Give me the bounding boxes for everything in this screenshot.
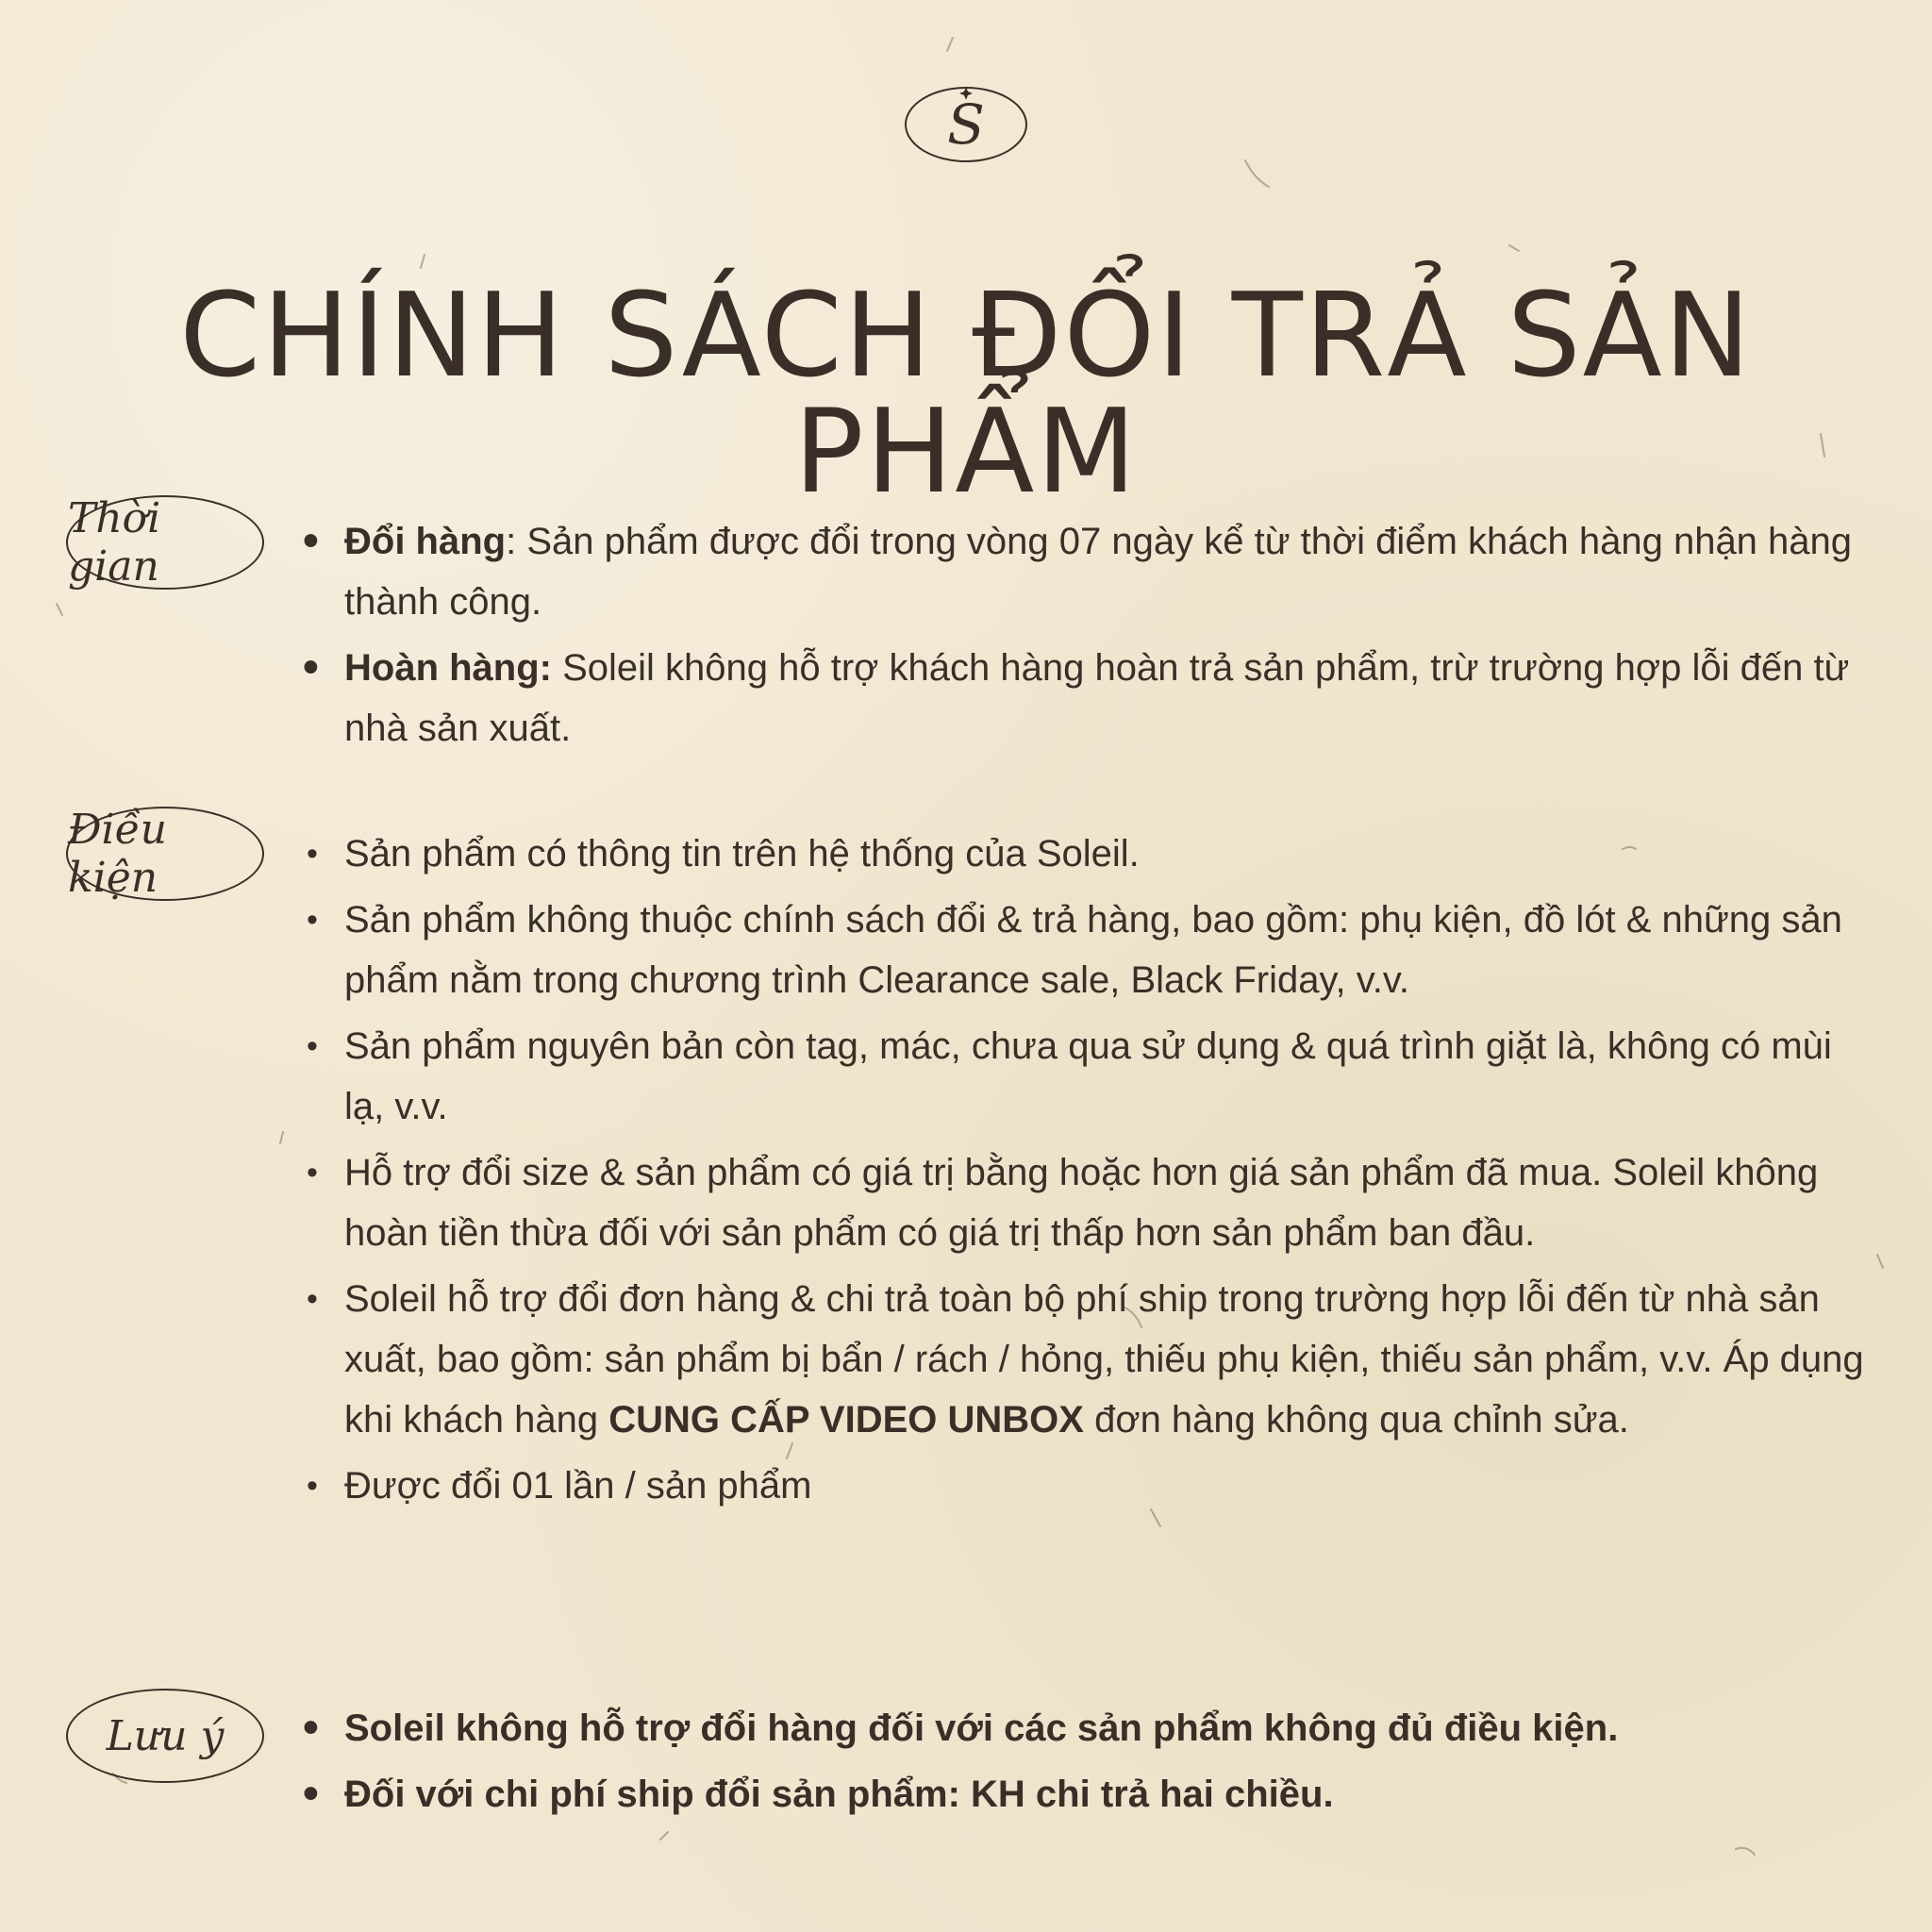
note-list <box>344 1698 1873 1830</box>
section-tag-note: Lưu ý <box>66 1689 264 1783</box>
list-item-text: : Sản phẩm được đổi trong vòng 07 ngày kể từ thời điểm khách hàng nhận hàng thành công. <box>344 521 1853 623</box>
list-item: • Được đổi 01 lần / sản phẩm <box>344 1456 1873 1516</box>
list-item-bold: CUNG CẤP VIDEO UNBOX <box>608 1399 1084 1441</box>
list-item-bold: Hoàn hàng: <box>344 647 552 689</box>
list-item: • Sản phẩm có thông tin trên hệ thống của Soleil. <box>344 824 1873 884</box>
time-list <box>344 511 1873 764</box>
list-item-text: Soleil không hỗ trợ khách hàng hoàn trả sản phẩm, trừ trường hợp lỗi đến từ nhà sản xuất. <box>344 647 1850 749</box>
list-item-text: Soleil hỗ trợ đổi đơn hàng & chi trả toàn bộ phí ship trong trường hợp lỗi đến từ nhà sản xuất, bao gồm: sản phẩm bị bẩn / rách / hỏng, thiếu phụ kiện, thiếu sản phẩm, v.v. Áp dụng khi khách hàng <box>344 1278 1864 1441</box>
list-item: • Soleil không hỗ trợ đổi hàng đối với các sản phẩm không đủ điều kiện. <box>344 1698 1873 1758</box>
brand-logo-letter: S <box>947 92 985 157</box>
list-item-text: đơn hàng không qua chỉnh sửa. <box>1083 1399 1629 1441</box>
list-item: • Đối với chi phí ship đổi sản phẩm: KH chi trả hai chiều. <box>344 1764 1873 1824</box>
list-item <box>344 1269 1873 1450</box>
list-item: • Hỗ trợ đổi size & sản phẩm có giá trị bằng hoặc hơn giá sản phẩm đã mua. Soleil không hoàn tiền thừa đối với sản phẩm có giá trị thấp hơn sản phẩm ban đầu. <box>344 1142 1873 1263</box>
section-tag-conditions: Điều kiện <box>66 807 264 901</box>
conditions-list <box>344 824 1873 1522</box>
list-item <box>344 638 1873 758</box>
list-item: • Sản phẩm nguyên bản còn tag, mác, chưa qua sử dụng & quá trình giặt là, không có mùi lạ, v.v. <box>344 1016 1873 1137</box>
list-item: • Sản phẩm không thuộc chính sách đổi & trả hàng, bao gồm: phụ kiện, đồ lót & những sản phẩm nằm trong chương trình Clearance sale, Black Friday, v.v. <box>344 890 1873 1010</box>
brand-logo <box>903 81 1030 168</box>
section-tag-time: Thời gian <box>66 495 264 590</box>
list-item <box>344 511 1873 632</box>
list-item-bold: Đổi hàng <box>344 521 507 562</box>
page-title: CHÍNH SÁCH ĐỔI TRẢ SẢN PHẨM <box>179 269 1753 520</box>
